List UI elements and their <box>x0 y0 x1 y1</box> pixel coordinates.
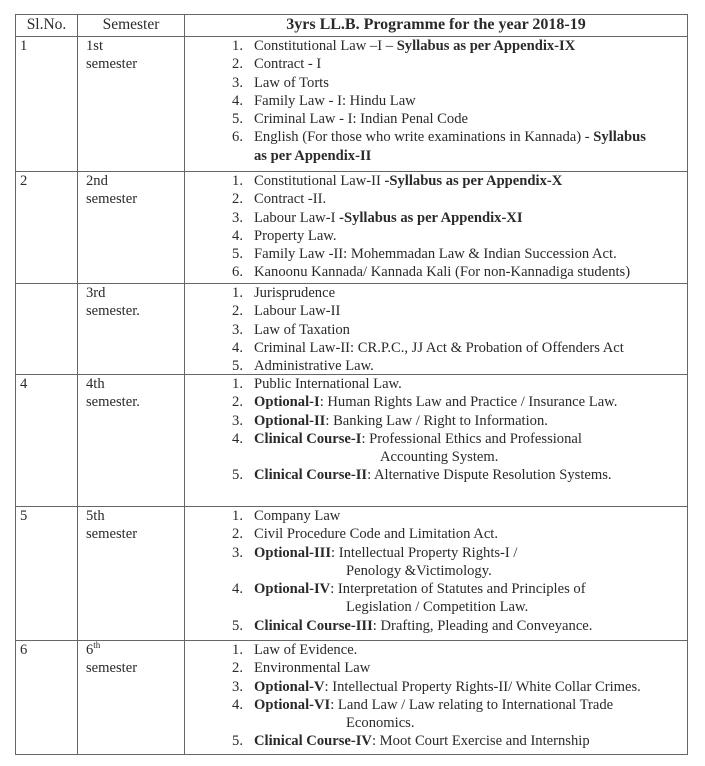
subject-item <box>185 74 683 92</box>
subject-title: Labour Law-I <box>254 209 340 226</box>
subject-title: Contract -II. <box>254 191 327 208</box>
subject-title: Criminal Law - I: Indian Penal Code <box>254 111 468 128</box>
subject-item <box>185 321 683 339</box>
subject-number: 1. <box>232 642 243 658</box>
subject-number: 5. <box>232 733 243 750</box>
subject-text <box>243 92 683 110</box>
header-sl-no: Sl.No. <box>16 15 78 36</box>
subject-item <box>185 393 683 411</box>
sl-no-cell <box>16 641 78 754</box>
subject-text <box>243 74 683 92</box>
subject-number: 5. <box>232 358 243 375</box>
semester-word: semester <box>86 660 138 677</box>
subject-text <box>243 227 683 245</box>
subjects-cell <box>185 641 687 754</box>
table-row <box>16 36 687 171</box>
subject-text <box>243 466 683 484</box>
subject-text <box>243 507 683 525</box>
subject-item <box>185 732 683 750</box>
semester-cell <box>78 375 185 506</box>
sl-no-cell <box>16 284 78 374</box>
header-programme: 3yrs LL.B. Programme for the year 2018-19 <box>286 16 586 33</box>
subject-title: : Alternative Dispute Resolution Systems. <box>367 467 612 484</box>
subject-text <box>243 209 683 227</box>
subject-text <box>243 430 683 467</box>
syllabus-reference-continued: as per Appendix-II <box>254 147 372 164</box>
syllabus-reference: Syllabus as per Appendix-IX <box>396 38 576 54</box>
sl-no-cell <box>16 37 78 171</box>
subject-item <box>185 430 683 467</box>
semester-cell <box>78 172 185 283</box>
semester-ordinal-suffix: th <box>93 640 101 651</box>
subject-item <box>185 466 683 484</box>
subject-item <box>185 580 683 617</box>
subject-number: 1. <box>232 376 243 392</box>
header-semester: Semester <box>78 15 185 36</box>
syllabus-table <box>15 14 688 755</box>
semester-word: semester <box>86 191 138 208</box>
subject-title: Environmental Law <box>254 660 371 677</box>
subject-number: 3. <box>232 209 243 226</box>
subject-text <box>243 55 683 73</box>
semester-ordinal: 5th <box>86 508 105 524</box>
semester-word: semester. <box>86 394 140 411</box>
subject-item <box>185 190 683 208</box>
subject-item <box>185 263 683 281</box>
subject-category-label: Optional-I <box>254 394 320 411</box>
subject-category-label: Clinical Course-IV <box>254 733 372 750</box>
semester-ordinal: 2nd <box>86 173 108 189</box>
subject-text <box>243 525 683 543</box>
subject-item <box>185 659 683 677</box>
subject-title-continued: Legislation / Competition Law. <box>346 599 529 616</box>
subject-number: 4. <box>232 92 243 109</box>
subject-title: Civil Procedure Code and Limitation Act. <box>254 526 498 543</box>
semester-number <box>86 172 184 190</box>
sl-no-value: 2 <box>20 173 28 189</box>
subject-title: : Professional Ethics and Professional <box>361 430 582 447</box>
sl-no-value: 4 <box>20 376 28 392</box>
subject-number: 3. <box>232 544 243 561</box>
subject-text <box>243 617 683 635</box>
subject-item <box>185 284 683 302</box>
semester-ordinal: 3rd <box>86 285 106 301</box>
sl-no-value: 6 <box>20 642 28 658</box>
subject-list <box>185 641 683 751</box>
subject-title: : Intellectual Property Rights-I / <box>331 544 518 561</box>
subject-title: Administrative Law. <box>254 358 374 375</box>
subject-number: 4. <box>232 339 243 356</box>
subject-title: Kanoonu Kannada/ Kannada Kali (For non-Kannadiga students) <box>254 264 631 281</box>
subject-number: 6. <box>232 129 243 146</box>
subject-text <box>243 172 683 190</box>
subject-list <box>185 284 683 375</box>
subject-text <box>243 302 683 320</box>
subject-text <box>243 245 683 263</box>
subject-title: Family Law - I: Hindu Law <box>254 92 416 109</box>
semester-ordinal: 1st <box>86 38 104 54</box>
semester-number <box>86 375 184 393</box>
subject-title: Contract - I <box>254 56 322 73</box>
subject-item <box>185 412 683 430</box>
subject-category-label: Clinical Course-II <box>254 467 368 484</box>
subject-category-label: Optional-IV <box>254 581 331 598</box>
subject-number: 4. <box>232 696 243 713</box>
subject-title: Family Law -II: Mohemmadan Law & Indian Succession Act. <box>254 246 617 263</box>
subject-title: Law of Evidence. <box>254 642 358 658</box>
subject-item <box>185 245 683 263</box>
subject-text <box>243 732 683 750</box>
subject-item <box>185 110 683 128</box>
subject-item <box>185 172 683 190</box>
subject-text <box>243 321 683 339</box>
subjects-cell <box>185 507 687 640</box>
subject-text <box>243 393 683 411</box>
subject-title: : Drafting, Pleading and Conveyance. <box>372 617 593 634</box>
subject-item <box>185 128 683 165</box>
subject-title: : Interpretation of Statutes and Principles of <box>330 581 586 598</box>
subject-number: 5. <box>232 617 243 634</box>
subject-title-continued: Economics. <box>346 715 415 732</box>
table-header-row <box>16 15 687 36</box>
table-row <box>16 283 687 374</box>
subject-text <box>243 37 683 55</box>
subject-title: Company Law <box>254 508 341 524</box>
subject-number: 1. <box>232 285 243 301</box>
semester-word: semester. <box>86 303 140 320</box>
subject-item <box>185 227 683 245</box>
subject-number: 5. <box>232 467 243 484</box>
subject-number: 2. <box>232 660 243 677</box>
subject-title: : Land Law / Law relating to International Trade <box>330 696 614 713</box>
subject-item <box>185 696 683 733</box>
subject-category-label: Optional-V <box>254 678 325 695</box>
subject-text <box>243 284 683 302</box>
subject-list <box>185 375 683 485</box>
subject-item <box>185 37 683 55</box>
syllabus-reference: -Syllabus as per Appendix-X <box>384 173 563 189</box>
subject-text <box>243 544 683 581</box>
subject-title: Law of Taxation <box>254 321 350 338</box>
semester-number <box>86 507 184 525</box>
subject-number: 6. <box>232 264 243 281</box>
subject-title: Property Law. <box>254 227 337 244</box>
subject-text <box>243 128 683 165</box>
subject-title: Jurisprudence <box>254 285 336 301</box>
subject-number: 5. <box>232 246 243 263</box>
semester-cell <box>78 507 185 640</box>
semester-number <box>86 284 184 302</box>
subject-number: 4. <box>232 581 243 598</box>
subject-item <box>185 544 683 581</box>
subject-item <box>185 55 683 73</box>
subject-text <box>243 339 683 357</box>
table-row <box>16 640 687 754</box>
subject-text <box>243 696 683 733</box>
table-row <box>16 506 687 640</box>
subject-number: 2. <box>232 394 243 411</box>
subject-list <box>185 37 683 165</box>
sl-no-value: 5 <box>20 508 28 524</box>
subject-text <box>243 357 683 375</box>
syllabus-reference: -Syllabus as per Appendix-XI <box>339 209 523 226</box>
subject-item <box>185 302 683 320</box>
subject-title: : Moot Court Exercise and Internship <box>371 733 590 750</box>
subject-item <box>185 339 683 357</box>
semester-word: semester <box>86 526 138 543</box>
subjects-cell <box>185 375 687 506</box>
subject-number: 5. <box>232 111 243 128</box>
subject-number: 2. <box>232 526 243 543</box>
subject-category-label: Clinical Course-III <box>254 617 373 634</box>
subject-category-label: Optional-III <box>254 544 332 561</box>
subject-item <box>185 357 683 375</box>
subject-text <box>243 678 683 696</box>
subject-text <box>243 110 683 128</box>
subject-number: 4. <box>232 430 243 447</box>
subject-item <box>185 375 683 393</box>
subject-item <box>185 507 683 525</box>
subject-title-continued: Penology &Victimology. <box>346 562 492 579</box>
subject-item <box>185 92 683 110</box>
sl-no-value: 1 <box>20 38 28 54</box>
subject-number: 2. <box>232 303 243 320</box>
subjects-cell <box>185 37 687 171</box>
subject-item <box>185 209 683 227</box>
subject-item <box>185 525 683 543</box>
semester-cell <box>78 37 185 171</box>
subject-number: 3. <box>232 74 243 91</box>
subject-title: : Human Rights Law and Practice / Insurance Law. <box>319 394 618 411</box>
semester-number <box>86 37 184 55</box>
subject-title: Labour Law-II <box>254 303 341 320</box>
subject-item <box>185 641 683 659</box>
subject-text <box>243 190 683 208</box>
subject-category-label: Optional-VI <box>254 696 331 713</box>
subject-list <box>185 507 683 635</box>
subject-text <box>243 580 683 617</box>
semester-cell <box>78 284 185 374</box>
subject-list <box>185 172 683 282</box>
semester-cell <box>78 641 185 754</box>
subject-category-label: Optional-II <box>254 412 326 429</box>
subject-number: 1. <box>232 508 243 524</box>
subject-title: English (For those who write examinations in Kannada) - <box>254 129 594 146</box>
subject-title: Law of Torts <box>254 74 329 91</box>
sl-no-cell <box>16 172 78 283</box>
sl-no-cell <box>16 507 78 640</box>
subject-text <box>243 659 683 677</box>
subject-number: 3. <box>232 412 243 429</box>
table-row <box>16 171 687 283</box>
sl-no-cell <box>16 375 78 506</box>
subject-title: Public International Law. <box>254 376 402 392</box>
subject-text <box>243 375 683 393</box>
semester-number <box>86 641 184 659</box>
subject-item <box>185 678 683 696</box>
subject-text <box>243 641 683 659</box>
subjects-cell <box>185 284 687 374</box>
subject-text <box>243 263 683 281</box>
semester-ordinal: 6 <box>86 642 94 658</box>
subject-number: 3. <box>232 678 243 695</box>
subjects-cell <box>185 172 687 283</box>
subject-number: 4. <box>232 227 243 244</box>
semester-word: semester <box>86 56 138 73</box>
subject-number: 1. <box>232 38 243 54</box>
subject-item <box>185 617 683 635</box>
subject-title: Constitutional Law-II <box>254 173 385 189</box>
subject-text <box>243 412 683 430</box>
semester-ordinal: 4th <box>86 376 105 392</box>
subject-number: 2. <box>232 56 243 73</box>
subject-category-label: Clinical Course-I <box>254 430 362 447</box>
syllabus-reference: Syllabus <box>593 129 646 146</box>
subject-title: Criminal Law-II: CR.P.C., JJ Act & Probation of Offenders Act <box>254 339 624 356</box>
subject-title: : Banking Law / Right to Information. <box>325 412 548 429</box>
subject-title: Constitutional Law –I – <box>254 38 397 54</box>
subject-title: : Intellectual Property Rights-II/ White Collar Crimes. <box>324 678 641 695</box>
subject-number: 2. <box>232 191 243 208</box>
subject-title-continued: Accounting System. <box>380 449 499 466</box>
subject-number: 1. <box>232 173 243 189</box>
subject-number: 3. <box>232 321 243 338</box>
table-row <box>16 374 687 506</box>
